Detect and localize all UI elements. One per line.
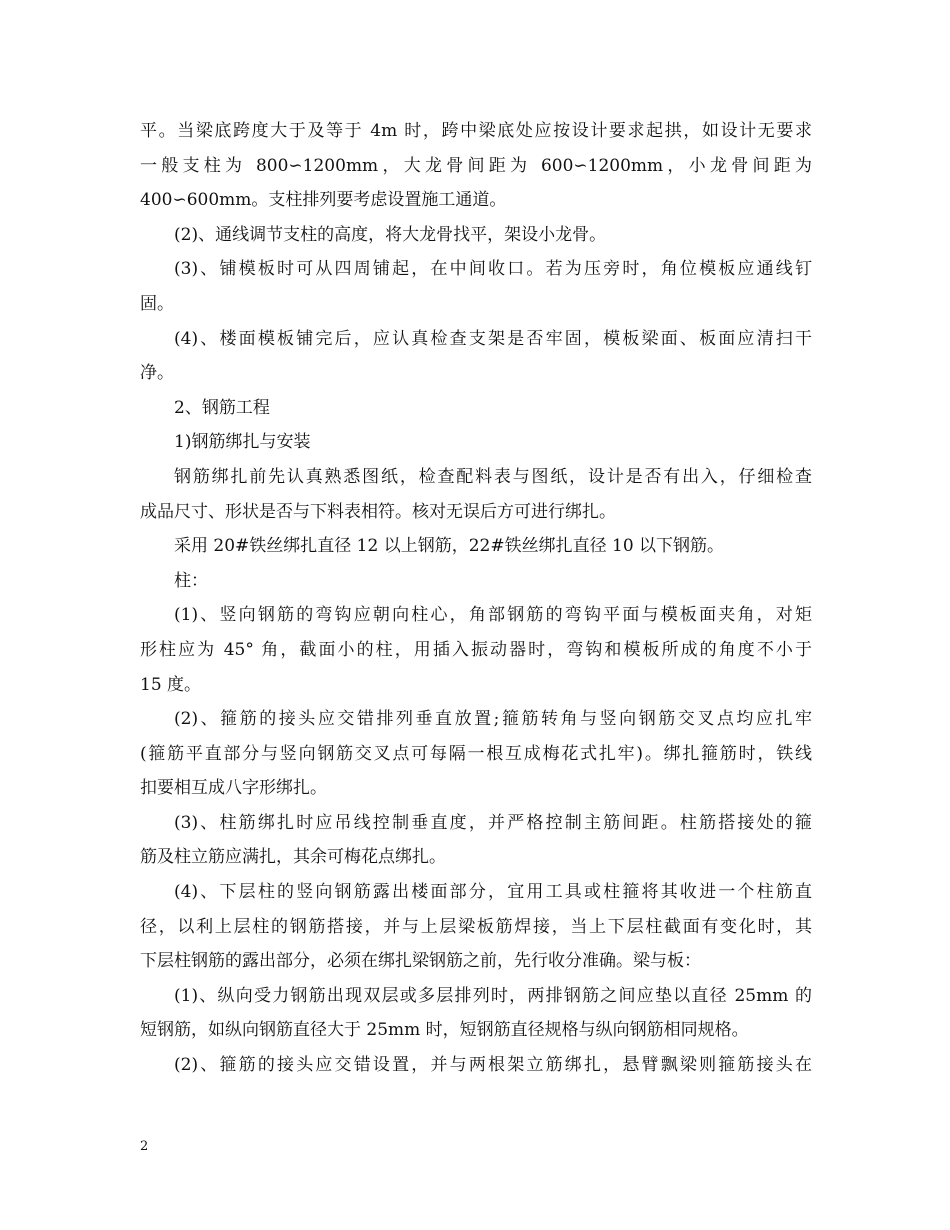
text-line: 扣要相互成八字形绑扎。 <box>140 778 327 799</box>
text-line: 平。当梁底跨度大于及等于 4m 时，跨中梁底处应按设计要求起拱，如设计无要求 <box>140 121 812 141</box>
text-line: (1)、竖向钢筋的弯钩应朝向柱心，角部钢筋的弯钩平面与模板面夹角，对矩 <box>174 605 812 626</box>
text-line: (4)、楼面模板铺完后，应认真检查支架是否牢固，模板梁面、板面应清扫干 <box>174 328 812 349</box>
text-line: (箍筋平直部分与竖向钢筋交叉点可每隔一根互成梅花式扎牢)。绑扎箍筋时，铁线 <box>140 743 812 764</box>
text-line: (2)、箍筋的接头应交错设置，并与两根架立筋绑扎，悬臂飘梁则箍筋接头在 <box>174 1055 812 1076</box>
text-line: 采用 20#铁丝绑扎直径 12 以上钢筋，22#铁丝绑扎直径 10 以下钢筋。 <box>174 536 725 557</box>
section-heading: 2、钢筋工程 <box>174 397 270 418</box>
page-number: 2 <box>140 1139 149 1154</box>
text-line: (4)、下层柱的竖向钢筋露出楼面部分，宜用工具或柱箍将其收进一个柱筋直 <box>174 882 812 903</box>
text-line: 筋及柱立筋应满扎，其余可梅花点绑扎。 <box>140 847 446 868</box>
text-line: (2)、箍筋的接头应交错排列垂直放置;箍筋转角与竖向钢筋交叉点均应扎牢 <box>174 709 812 730</box>
text-line: (3)、柱筋绑扎时应吊线控制垂直度，并严格控制主筋间距。柱筋搭接处的箍 <box>174 812 812 833</box>
document-body <box>140 114 812 1083</box>
text-line: 固。 <box>140 293 174 314</box>
text-line: 短钢筋，如纵向钢筋直径大于 25mm 时，短钢筋直径规格与纵向钢筋相同规格。 <box>140 1020 749 1041</box>
text-line: 15 度。 <box>140 674 202 695</box>
text-line: (3)、铺模板时可从四周铺起，在中间收口。若为压旁时，角位模板应通线钉 <box>174 259 812 280</box>
subsection-heading: 1)钢筋绑扎与安装 <box>174 432 311 453</box>
text-line: 净。 <box>140 363 174 384</box>
text-line: (1)、纵向受力钢筋出现双层或多层排列时，两排钢筋之间应垫以直径 25mm 的 <box>174 985 812 1006</box>
text-line: 钢筋绑扎前先认真熟悉图纸，检查配料表与图纸，设计是否有出入，仔细检查 <box>174 466 812 487</box>
text-line: 下层柱钢筋的露出部分，必须在绑扎梁钢筋之前，先行收分准确。梁与板： <box>140 951 701 972</box>
text-line: 成品尺寸、形状是否与下料表相符。核对无误后方可进行绑扎。 <box>140 501 616 522</box>
text-line: 形柱应为 45° 角，截面小的柱，用插入振动器时，弯钩和模板所成的角度不小于 <box>140 639 812 660</box>
text-line: (2)、通线调节支柱的高度，将大龙骨找平，架设小龙骨。 <box>174 224 607 245</box>
text-line: 径，以利上层柱的钢筋搭接，并与上层梁板筋焊接，当上下层柱截面有变化时，其 <box>140 916 812 937</box>
text-line: 柱： <box>174 570 208 591</box>
text-line: 400∽600mm。支柱排列要考虑设置施工通道。 <box>140 190 507 211</box>
text-line: 一般支柱为 800∽1200mm，大龙骨间距为 600∽1200mm，小龙骨间距为 <box>140 155 812 176</box>
